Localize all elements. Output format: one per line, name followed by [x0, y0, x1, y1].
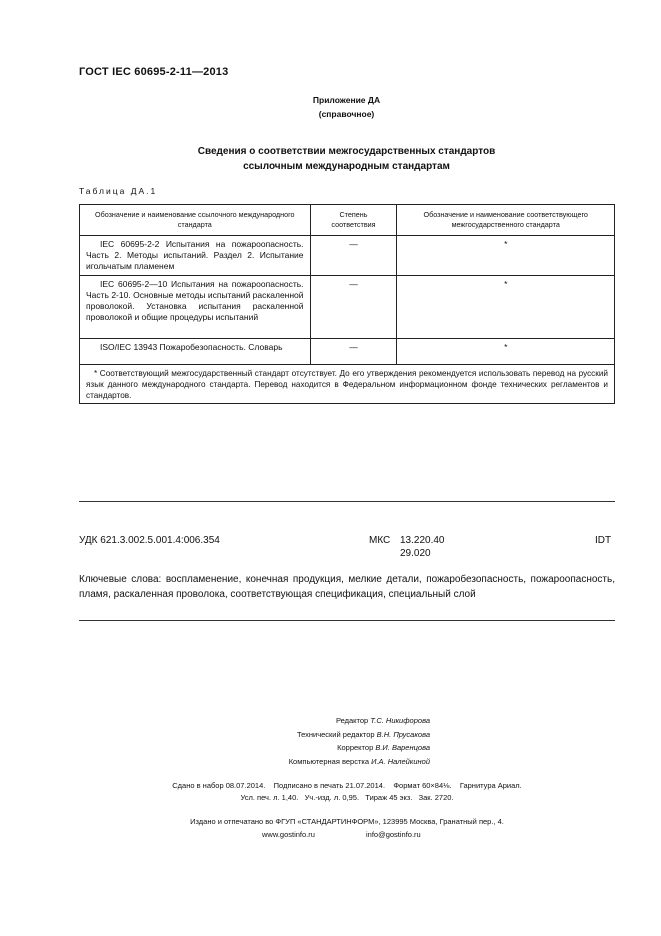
table-header-row — [80, 205, 615, 236]
main-title-line-1: Сведения о соответствии межгосударственных стандартов — [197, 146, 496, 157]
credit-role: Технический редактор — [296, 730, 375, 739]
mks-code-1: 13.220.40 — [400, 535, 445, 546]
table-label: Таблица ДА.1 — [79, 186, 158, 196]
table-footnote: * Соответствующий межгосударственный стандарт отсутствует. До его утверждения рекомендуется использовать перевод на русский язык данного международного стандарта. Перевод находится в Федеральном информационном фонде технических регламентов и стандартов. — [80, 365, 615, 404]
table-row — [80, 236, 615, 276]
mks-label: МКС — [369, 535, 391, 546]
credit-role: Редактор — [335, 716, 369, 725]
cell-national: * — [397, 339, 615, 365]
credit-editor — [200, 716, 430, 725]
credit-role: Компьютерная верстка — [288, 757, 370, 766]
annex-subtitle: (справочное) — [318, 109, 375, 119]
publishing-line-2: Усл. печ. л. 1,40. Уч.-изд. л. 0,95. Тираж 45 экз. Зак. 2720. — [240, 793, 454, 802]
table-row — [80, 276, 615, 339]
cell-degree: — — [310, 236, 397, 276]
header-national: Обозначение и наименование соответствующего межгосударственного стандарта — [397, 205, 615, 236]
standards-table — [79, 204, 615, 404]
cell-degree: — — [310, 339, 397, 365]
credit-proofreader — [200, 743, 430, 752]
cell-national: * — [397, 276, 615, 339]
mks-code-2: 29.020 — [400, 548, 431, 559]
document-id: ГОСТ IEC 60695-2-11—2013 — [79, 66, 229, 78]
publishing-line-1: Сдано в набор 08.07.2014. Подписано в печать 21.07.2014. Формат 60×84⅛. Гарнитура Ариал. — [172, 781, 522, 790]
cell-degree: — — [310, 276, 397, 339]
divider-bottom — [79, 620, 615, 621]
credit-role: Корректор — [337, 743, 374, 752]
cell-national: * — [397, 236, 615, 276]
header-degree: Степень соответствия — [310, 205, 397, 236]
credit-name: В.Н. Прусакова — [376, 730, 430, 739]
main-title — [79, 144, 614, 174]
divider-top — [79, 501, 615, 502]
credit-name: В.И. Варенцова — [375, 743, 430, 752]
publisher-email-link[interactable]: info@gostinfo.ru — [366, 830, 421, 839]
table-footnote-row — [80, 365, 615, 404]
keywords: Ключевые слова: воспламенение, конечная продукция, мелкие детали, пожаробезопасность, пожароопасность, пламя, раскаленная проволока, соответствующая спецификация, специальный слой — [79, 574, 615, 600]
table-row — [80, 339, 615, 365]
cell-reference: IEC 60695-2—10 Испытания на пожароопасность. Часть 2-10. Основные методы испытаний раскаленной проволокой. Установка испытания раскаленной проволокой и общие процедуры испытаний — [80, 276, 311, 339]
credit-name: И.А. Налейкиной — [371, 757, 430, 766]
credit-layout — [200, 757, 430, 766]
udk-code: УДК 621.3.002.5.001.4:006.354 — [79, 535, 220, 546]
header-reference: Обозначение и наименование ссылочного международного стандарта — [80, 205, 311, 236]
idt-label: IDT — [595, 535, 612, 546]
cell-reference: IEC 60695-2-2 Испытания на пожароопасность. Часть 2. Методы испытаний. Раздел 2. Испытание игольчатым пламенем — [80, 236, 311, 276]
publishing-line-3: Издано и отпечатано во ФГУП «СТАНДАРТИНФОРМ», 123995 Москва, Гранатный пер., 4. — [190, 817, 504, 826]
annex-title: Приложение ДА — [312, 95, 381, 105]
cell-reference: ISO/IEC 13943 Пожаробезопасность. Словарь — [80, 339, 311, 365]
credit-tech-editor — [200, 730, 430, 739]
main-title-line-2: ссылочным международным стандартам — [243, 161, 450, 172]
credit-name: Т.С. Никифорова — [370, 716, 430, 725]
publisher-website-link[interactable]: www.gostinfo.ru — [262, 830, 315, 839]
